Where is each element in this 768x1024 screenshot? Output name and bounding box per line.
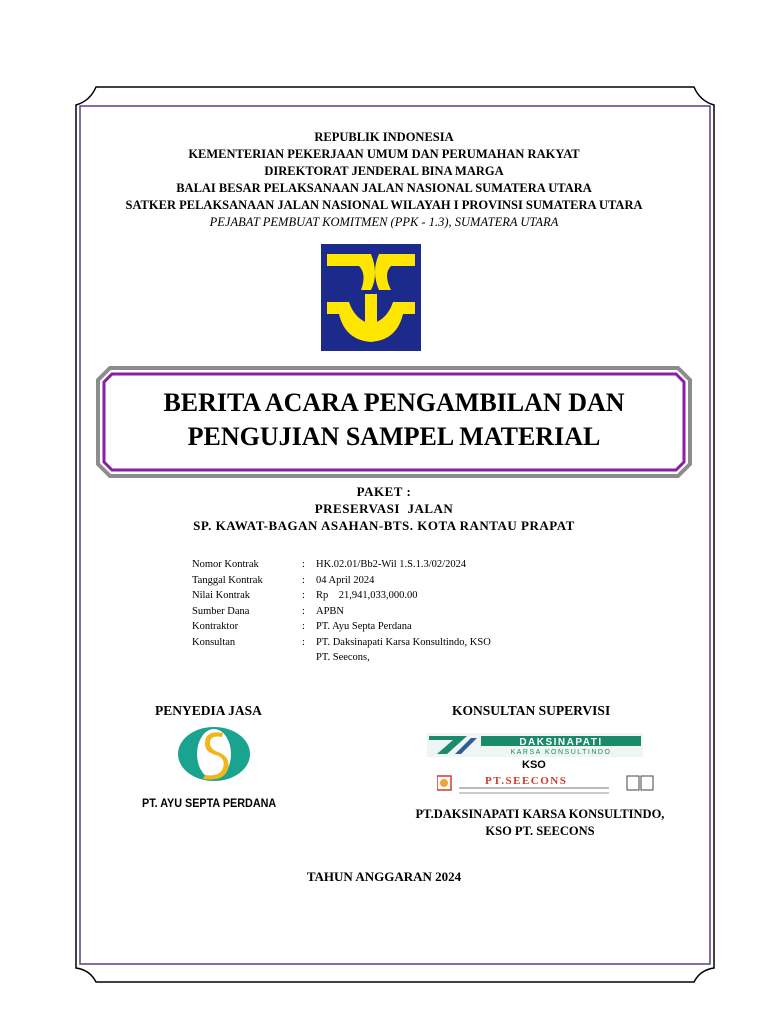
header-directorate: DIREKTORAT JENDERAL BINA MARGA <box>264 164 504 178</box>
title-line-1: BERITA ACARA PENGAMBILAN DAN <box>163 388 625 417</box>
pu-ministry-logo <box>321 244 421 351</box>
info-label: Nilai Kontrak <box>192 590 251 601</box>
info-value: PT. Seecons, <box>316 652 370 663</box>
info-label: Tanggal Kontrak <box>192 574 263 586</box>
daksinapati-logo-text: DAKSINAPATI <box>519 737 603 748</box>
kso-label: KSO <box>522 759 546 771</box>
consultant-name-line-2: KSO PT. SEECONS <box>485 824 595 838</box>
title-line-2: PENGUJIAN SAMPEL MATERIAL <box>187 422 601 451</box>
info-label: Kontraktor <box>192 621 239 632</box>
provider-title: PENYEDIA JASA <box>155 703 262 718</box>
document-title <box>96 386 692 454</box>
contract-info <box>192 557 491 666</box>
info-row: Sumber Dana : APBN <box>192 604 491 620</box>
consultant-title: KONSULTAN SUPERVISI <box>452 703 611 718</box>
info-value: PT. Daksinapati Karsa Konsultindo, KSO <box>316 636 491 648</box>
fiscal-year: TAHUN ANGGARAN 2024 <box>306 869 462 884</box>
info-row: Nomor Kontrak : HK.02.01/Bb2-Wil 1.S.1.3/02/2024 <box>192 557 491 573</box>
info-label: Konsultan <box>192 636 236 648</box>
header-country: REPUBLIK INDONESIA <box>314 130 454 144</box>
seecons-logo <box>437 772 657 798</box>
info-label: Nomor Kontrak <box>192 559 259 570</box>
info-row: Tanggal Kontrak : 04 April 2024 <box>192 573 491 589</box>
info-row: Nilai Kontrak : Rp 21,941,033,000.00 <box>192 588 491 604</box>
header-ministry: KEMENTERIAN PEKERJAAN UMUM DAN PERUMAHAN RAKYAT <box>188 147 580 161</box>
ayu-septa-perdana-logo <box>176 724 252 784</box>
info-row <box>192 650 491 666</box>
info-value: HK.02.01/Bb2-Wil 1.S.1.3/02/2024 <box>316 559 467 570</box>
paket-name: PRESERVASI JALAN <box>314 501 454 516</box>
info-value: Rp 21,941,033,000.00 <box>316 590 418 601</box>
header-satker: SATKER PELAKSANAAN JALAN NASIONAL WILAYAH I PROVINSI SUMATERA UTARA <box>125 198 643 212</box>
info-row: Kontraktor : PT. Ayu Septa Perdana <box>192 619 491 635</box>
info-row: Konsultan : PT. Daksinapati Karsa Konsultindo, KSO <box>192 635 491 651</box>
header-ppk: PEJABAT PEMBUAT KOMITMEN (PPK - 1.3), SUMATERA UTARA <box>209 215 559 229</box>
seecons-logo-text: PT.SEECONS <box>485 775 568 787</box>
header-balai: BALAI BESAR PELAKSANAAN JALAN NASIONAL SUMATERA UTARA <box>176 181 592 195</box>
daksinapati-logo-subtext: KARSA KONSULTINDO <box>510 749 612 756</box>
info-label: Sumber Dana <box>192 605 250 617</box>
info-value: PT. Ayu Septa Perdana <box>316 621 412 632</box>
info-value: APBN <box>316 605 345 617</box>
info-value: 04 April 2024 <box>316 574 375 586</box>
provider-name: PT. AYU SEPTA PERDANA <box>142 796 277 810</box>
info-label <box>192 650 302 666</box>
paket-route: SP. KAWAT-BAGAN ASAHAN-BTS. KOTA RANTAU PRAPAT <box>193 518 575 533</box>
daksinapati-logo <box>427 733 643 757</box>
paket-label: PAKET : <box>356 484 412 499</box>
consultant-name-line-1: PT.DAKSINAPATI KARSA KONSULTINDO, <box>415 807 665 821</box>
